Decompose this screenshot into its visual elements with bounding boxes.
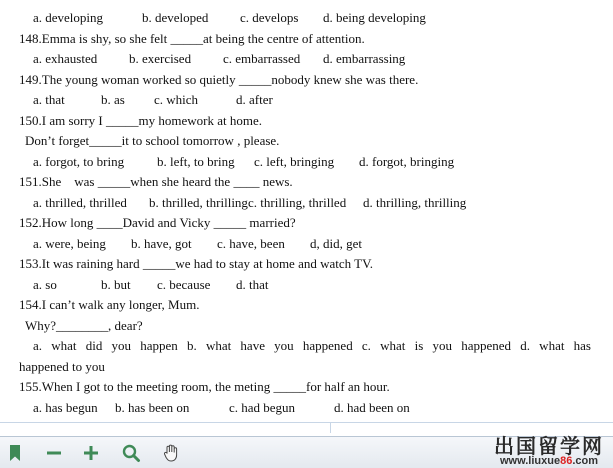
answer-option: b. thrilled, thrilling: [149, 194, 248, 210]
answer-option: b. developed: [142, 10, 209, 25]
watermark-url-prefix: www.liuxue: [499, 455, 561, 467]
watermark-url: [491, 456, 607, 467]
answer-option: b. have, got: [131, 235, 192, 251]
answer-option: b. exercised: [129, 51, 192, 66]
hand-icon: [161, 443, 181, 463]
plus-icon: [81, 443, 101, 463]
question-text: 151.She was _____when she heard the ____ news.: [19, 174, 293, 189]
hand-tool-button[interactable]: [161, 443, 181, 463]
answer-option: d. that: [236, 276, 269, 292]
answer-option: d. had been on: [334, 399, 410, 415]
watermark-url-suffix: .com: [572, 455, 599, 467]
answer-option: a. forgot, to bring: [33, 153, 125, 169]
question-text: 153.It was raining hard _____we had to stay at home and watch TV.: [19, 256, 374, 271]
page-divider-tick: [330, 423, 331, 433]
answer-option: a. were, being: [33, 235, 106, 251]
answer-option: a. that: [33, 92, 65, 107]
answer-options-line: a. what did you happen b. what have you happened c. what is you happened d. what has: [33, 338, 591, 353]
answer-option: a. thrilled, thrilled: [33, 194, 127, 210]
bookmark-button[interactable]: [5, 443, 25, 463]
answer-option: c. have, been: [217, 235, 285, 251]
answer-option: c. because: [157, 276, 211, 292]
answer-option: d. embarrassing: [323, 51, 406, 66]
answer-option: b. but: [101, 276, 131, 292]
answer-option: d. forgot, bringing: [359, 153, 455, 169]
watermark-chinese-text: 出国留学网: [494, 434, 604, 458]
answer-option: c. which: [154, 92, 199, 107]
answer-option: b. as: [101, 92, 125, 107]
magnifier-icon: [121, 443, 141, 463]
answer-option: a. exhausted: [33, 51, 98, 66]
answer-option: a. developing: [33, 10, 104, 25]
question-text: 148.Emma is shy, so she felt _____at being the centre of attention.: [19, 30, 365, 46]
question-subline: Don’t forget_____it to school tomorrow , please.: [25, 133, 280, 148]
page-divider: [0, 422, 613, 423]
answer-option: b. left, to bring: [157, 153, 235, 169]
question-text: 154.I can’t walk any longer, Mum.: [19, 297, 200, 312]
question-text: happened to you: [19, 358, 105, 374]
answer-option: a. so: [33, 276, 57, 292]
answer-option: c. left, bringing: [254, 153, 335, 169]
bookmark-icon: [5, 443, 25, 463]
answer-option: a. has begun: [33, 399, 98, 415]
search-button[interactable]: [121, 443, 141, 463]
watermark-url-number: 86: [560, 455, 573, 467]
question-text: 150.I am sorry I _____my homework at home.: [19, 112, 262, 128]
site-watermark: [491, 435, 607, 467]
answer-option: b. has been on: [115, 399, 190, 415]
answer-option: d. after: [236, 92, 273, 107]
question-subline: Why?________, dear?: [25, 317, 143, 333]
answer-option: d, did, get: [310, 235, 362, 251]
zoom-out-button[interactable]: [44, 443, 64, 463]
question-text: 152.How long ____David and Vicky _____ married?: [19, 215, 296, 230]
question-text: 149.The young woman worked so quietly _____nobody knew she was there.: [19, 71, 419, 87]
question-text: 155.When I got to the meeting room, the meting _____for half an hour.: [19, 379, 390, 394]
answer-option: c. had begun: [229, 399, 296, 415]
answer-option: d. being developing: [323, 10, 426, 25]
answer-option: c. thrilling, thrilled: [248, 194, 347, 210]
zoom-in-button[interactable]: [81, 443, 101, 463]
answer-option: d. thrilling, thrilling: [363, 194, 467, 210]
minus-icon: [44, 443, 64, 463]
answer-option: c. develops: [240, 10, 299, 25]
answer-option: c. embarrassed: [223, 51, 301, 66]
viewer-toolbar: [0, 436, 613, 468]
